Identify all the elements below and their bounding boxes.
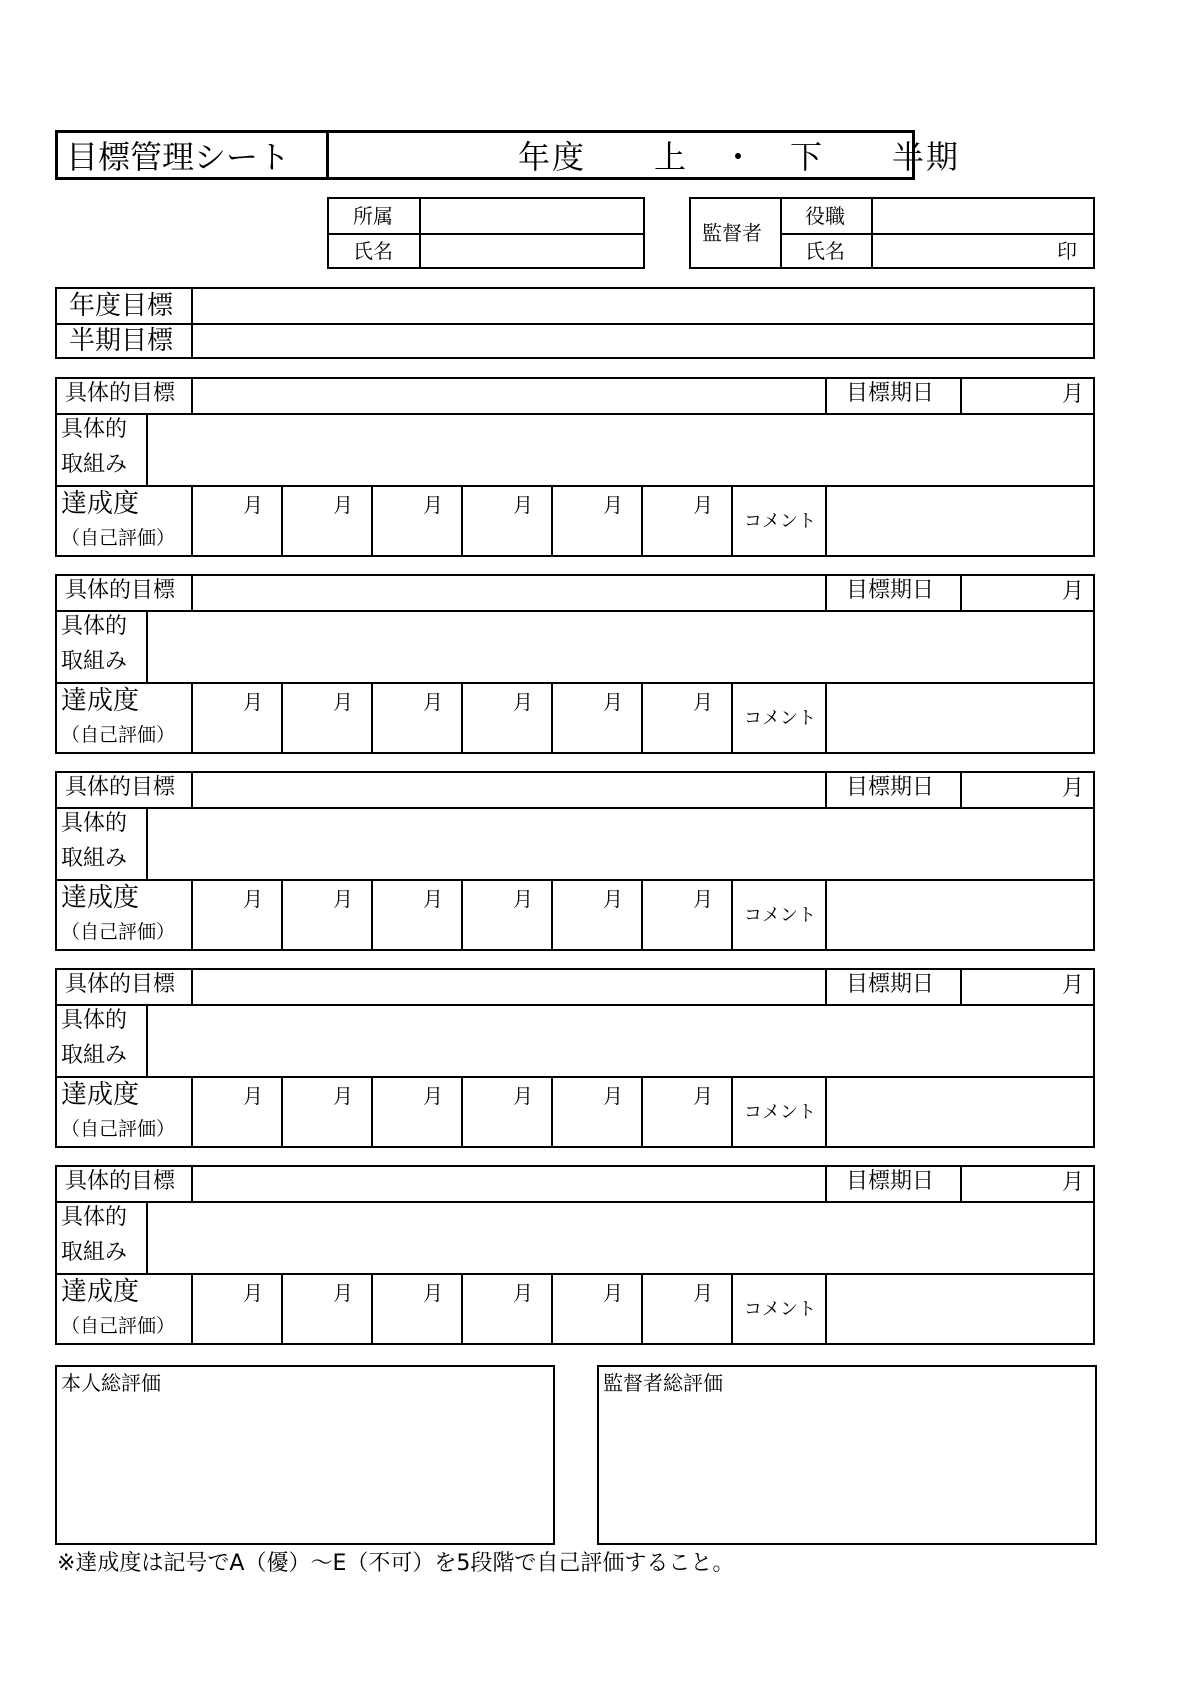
achievement-label: 達成度 [61, 1277, 140, 1307]
action-label-2: 取組み [61, 1043, 128, 1068]
name-label: 氏名 [353, 239, 393, 263]
sheet-title: 目標管理シート [66, 138, 291, 176]
seal-mark: 印 [1057, 239, 1077, 263]
supervisor-evaluation-label: 監督者総評価 [603, 1371, 723, 1395]
target-field[interactable] [193, 1167, 823, 1201]
position-label: 役職 [805, 204, 845, 228]
target-label: 具体的目標 [65, 578, 176, 603]
comment-field[interactable] [827, 487, 1093, 555]
comment-field[interactable] [827, 881, 1093, 949]
annual-goal-label: 年度目標 [69, 291, 174, 321]
half-goal-label: 半期目標 [69, 326, 174, 356]
month-label: 月 [423, 1084, 443, 1108]
supervisor-name-field[interactable] [873, 235, 1043, 267]
period-label: 年度 上 ・ 下 半期 [518, 138, 961, 176]
month-label: 月 [603, 493, 623, 517]
supervisor-name-label: 氏名 [805, 239, 845, 263]
name-field[interactable] [421, 235, 643, 267]
target-label: 具体的目標 [65, 972, 176, 997]
deadline-month: 月 [1062, 579, 1085, 604]
target-field[interactable] [193, 773, 823, 807]
sheet-header [55, 130, 961, 180]
month-label: 月 [423, 1281, 443, 1305]
self-eval-label: （自己評価） [61, 921, 176, 943]
comment-label: コメント [744, 708, 816, 729]
position-field[interactable] [873, 199, 1093, 233]
month-label: 月 [603, 690, 623, 714]
month-label: 月 [243, 887, 263, 911]
month-label: 月 [693, 1281, 713, 1305]
action-label-2: 取組み [61, 1240, 128, 1265]
comment-label: コメント [744, 905, 816, 926]
month-label: 月 [333, 1281, 353, 1305]
month-label: 月 [693, 887, 713, 911]
month-label: 月 [423, 690, 443, 714]
deadline-month: 月 [1062, 382, 1085, 407]
target-label: 具体的目標 [65, 775, 176, 800]
comment-label: コメント [744, 511, 816, 532]
target-field[interactable] [193, 576, 823, 610]
achievement-label: 達成度 [61, 883, 140, 913]
month-label: 月 [333, 690, 353, 714]
goals-box [55, 287, 1095, 359]
month-label: 月 [513, 1084, 533, 1108]
comment-field[interactable] [827, 684, 1093, 752]
action-field[interactable] [148, 612, 1093, 682]
deadline-label: 目標期日 [846, 381, 935, 406]
month-label: 月 [333, 493, 353, 517]
target-field[interactable] [193, 970, 823, 1004]
achievement-label: 達成度 [61, 489, 140, 519]
month-label: 月 [693, 690, 713, 714]
action-label-1: 具体的 [61, 1205, 128, 1230]
supervisor-evaluation-box[interactable] [597, 1365, 1097, 1545]
action-field[interactable] [148, 415, 1093, 485]
target-block [55, 771, 1095, 951]
action-field[interactable] [148, 1203, 1093, 1273]
action-label-1: 具体的 [61, 811, 128, 836]
month-label: 月 [513, 887, 533, 911]
self-eval-label: （自己評価） [61, 1315, 176, 1337]
self-evaluation-label: 本人総評価 [61, 1371, 161, 1395]
deadline-month: 月 [1062, 1170, 1085, 1195]
action-label-1: 具体的 [61, 417, 128, 442]
action-label-2: 取組み [61, 452, 128, 477]
employee-info-box [327, 197, 645, 269]
supervisor-info-box [689, 197, 1095, 269]
month-label: 月 [423, 887, 443, 911]
month-label: 月 [333, 1084, 353, 1108]
month-label: 月 [603, 1084, 623, 1108]
month-label: 月 [693, 1084, 713, 1108]
deadline-month: 月 [1062, 973, 1085, 998]
action-field[interactable] [148, 1006, 1093, 1076]
deadline-label: 目標期日 [846, 972, 935, 997]
target-label: 具体的目標 [65, 381, 176, 406]
target-block [55, 377, 1095, 557]
self-eval-label: （自己評価） [61, 1118, 176, 1140]
comment-field[interactable] [827, 1078, 1093, 1146]
target-field[interactable] [193, 379, 823, 413]
month-label: 月 [243, 690, 263, 714]
half-goal-field[interactable] [193, 325, 1093, 357]
deadline-label: 目標期日 [846, 775, 935, 800]
month-label: 月 [603, 1281, 623, 1305]
action-field[interactable] [148, 809, 1093, 879]
month-label: 月 [243, 493, 263, 517]
target-label: 具体的目標 [65, 1169, 176, 1194]
dept-field[interactable] [421, 199, 643, 233]
comment-label: コメント [744, 1299, 816, 1320]
month-label: 月 [243, 1084, 263, 1108]
deadline-label: 目標期日 [846, 578, 935, 603]
comment-field[interactable] [827, 1275, 1093, 1343]
action-label-2: 取組み [61, 649, 128, 674]
action-label-2: 取組み [61, 846, 128, 871]
achievement-label: 達成度 [61, 686, 140, 716]
action-label-1: 具体的 [61, 1008, 128, 1033]
month-label: 月 [513, 493, 533, 517]
target-block [55, 968, 1095, 1148]
comment-label: コメント [744, 1102, 816, 1123]
month-label: 月 [513, 690, 533, 714]
annual-goal-field[interactable] [193, 289, 1093, 323]
self-eval-label: （自己評価） [61, 724, 176, 746]
self-evaluation-box[interactable] [55, 1365, 555, 1545]
achievement-label: 達成度 [61, 1080, 140, 1110]
month-label: 月 [513, 1281, 533, 1305]
self-eval-label: （自己評価） [61, 527, 176, 549]
month-label: 月 [603, 887, 623, 911]
month-label: 月 [333, 887, 353, 911]
target-block [55, 574, 1095, 754]
deadline-month: 月 [1062, 776, 1085, 801]
month-label: 月 [693, 493, 713, 517]
footnote: ※達成度は記号でA（優）～E（不可）を5段階で自己評価すること。 [57, 1551, 735, 1576]
month-label: 月 [243, 1281, 263, 1305]
action-label-1: 具体的 [61, 614, 128, 639]
target-block [55, 1165, 1095, 1345]
dept-label: 所属 [353, 204, 393, 228]
deadline-label: 目標期日 [846, 1169, 935, 1194]
supervisor-label: 監督者 [702, 221, 762, 245]
month-label: 月 [423, 493, 443, 517]
